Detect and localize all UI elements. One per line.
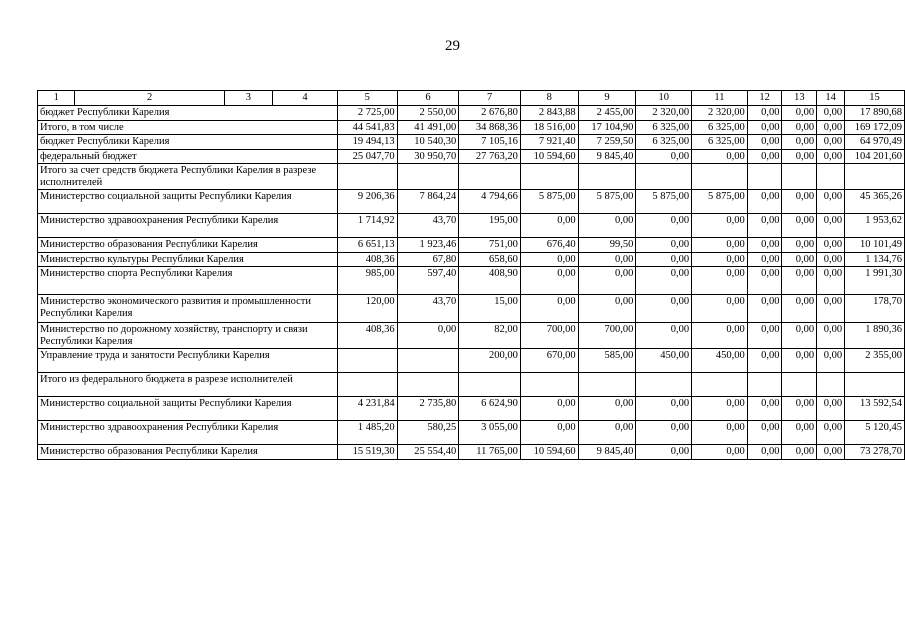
value-cell: 1 134,76 [845, 252, 905, 267]
value-cell: 0,00 [747, 190, 782, 214]
value-cell: 0,00 [817, 323, 845, 349]
value-cell: 0,00 [782, 106, 817, 121]
budget-table [37, 90, 905, 460]
value-cell: 0,00 [817, 397, 845, 421]
value-cell: 2 676,80 [459, 106, 521, 121]
table-row [38, 252, 905, 267]
value-cell: 195,00 [459, 214, 521, 238]
value-cell: 1 923,46 [397, 238, 459, 253]
value-cell: 0,00 [747, 323, 782, 349]
column-header: 5 [337, 91, 397, 106]
value-cell: 0,00 [782, 252, 817, 267]
value-cell: 34 868,36 [459, 120, 521, 135]
value-cell: 408,90 [459, 267, 521, 295]
table-row [38, 135, 905, 150]
value-cell: 2 355,00 [845, 349, 905, 373]
table-row [38, 214, 905, 238]
value-cell: 0,00 [520, 252, 578, 267]
column-header: 9 [578, 91, 636, 106]
value-cell: 700,00 [578, 323, 636, 349]
row-label: Министерство здравоохранения Республики Карелия [38, 214, 338, 238]
value-cell: 178,70 [845, 295, 905, 323]
value-cell: 0,00 [747, 120, 782, 135]
table-row [38, 397, 905, 421]
value-cell: 0,00 [817, 190, 845, 214]
value-cell: 6 325,00 [692, 135, 748, 150]
value-cell: 0,00 [636, 267, 692, 295]
value-cell: 2 320,00 [636, 106, 692, 121]
value-cell: 25 554,40 [397, 445, 459, 460]
value-cell [782, 373, 817, 397]
value-cell: 658,60 [459, 252, 521, 267]
value-cell: 1 714,92 [337, 214, 397, 238]
table-row [38, 445, 905, 460]
value-cell: 120,00 [337, 295, 397, 323]
value-cell [578, 164, 636, 190]
value-cell: 0,00 [817, 295, 845, 323]
value-cell: 1 953,62 [845, 214, 905, 238]
value-cell: 2 455,00 [578, 106, 636, 121]
row-label: бюджет Республики Карелия [38, 106, 338, 121]
value-cell: 0,00 [782, 349, 817, 373]
value-cell: 0,00 [817, 349, 845, 373]
column-header: 1 [38, 91, 75, 106]
value-cell: 10 101,49 [845, 238, 905, 253]
value-cell: 0,00 [692, 252, 748, 267]
value-cell: 0,00 [747, 238, 782, 253]
row-label: Итого из федерального бюджета в разрезе исполнителей [38, 373, 338, 397]
row-label: Министерство образования Республики Карелия [38, 238, 338, 253]
value-cell: 45 365,26 [845, 190, 905, 214]
value-cell: 6 325,00 [692, 120, 748, 135]
row-label: федеральный бюджет [38, 149, 338, 164]
value-cell: 700,00 [520, 323, 578, 349]
value-cell: 0,00 [636, 214, 692, 238]
column-header: 2 [75, 91, 224, 106]
table-row [38, 238, 905, 253]
value-cell: 6 651,13 [337, 238, 397, 253]
column-header: 4 [272, 91, 337, 106]
value-cell: 0,00 [817, 238, 845, 253]
value-cell: 0,00 [578, 252, 636, 267]
value-cell: 43,70 [397, 214, 459, 238]
row-label: Министерство культуры Республики Карелия [38, 252, 338, 267]
value-cell [747, 373, 782, 397]
column-header: 7 [459, 91, 521, 106]
value-cell: 408,36 [337, 323, 397, 349]
value-cell: 0,00 [817, 421, 845, 445]
row-label: Министерство социальной защиты Республики Карелия [38, 397, 338, 421]
value-cell: 43,70 [397, 295, 459, 323]
value-cell: 7 259,50 [578, 135, 636, 150]
value-cell: 0,00 [692, 445, 748, 460]
value-cell: 0,00 [782, 421, 817, 445]
value-cell: 4 794,66 [459, 190, 521, 214]
value-cell: 73 278,70 [845, 445, 905, 460]
value-cell: 0,00 [520, 214, 578, 238]
value-cell: 408,36 [337, 252, 397, 267]
value-cell [636, 373, 692, 397]
value-cell: 200,00 [459, 349, 521, 373]
value-cell: 0,00 [692, 214, 748, 238]
value-cell: 450,00 [636, 349, 692, 373]
value-cell: 2 550,00 [397, 106, 459, 121]
value-cell: 67,80 [397, 252, 459, 267]
value-cell: 0,00 [636, 323, 692, 349]
value-cell [817, 164, 845, 190]
value-cell: 0,00 [782, 397, 817, 421]
value-cell: 450,00 [692, 349, 748, 373]
value-cell [337, 349, 397, 373]
value-cell: 0,00 [636, 252, 692, 267]
column-header: 13 [782, 91, 817, 106]
value-cell: 15 519,30 [337, 445, 397, 460]
value-cell: 0,00 [397, 323, 459, 349]
column-header: 6 [397, 91, 459, 106]
value-cell: 0,00 [578, 397, 636, 421]
value-cell [692, 373, 748, 397]
value-cell: 25 047,70 [337, 149, 397, 164]
value-cell: 99,50 [578, 238, 636, 253]
value-cell [817, 373, 845, 397]
value-cell: 0,00 [636, 397, 692, 421]
value-cell: 0,00 [520, 397, 578, 421]
value-cell: 0,00 [782, 238, 817, 253]
value-cell: 6 325,00 [636, 135, 692, 150]
column-header: 14 [817, 91, 845, 106]
value-cell: 0,00 [692, 149, 748, 164]
value-cell: 580,25 [397, 421, 459, 445]
value-cell [459, 373, 521, 397]
table-row [38, 349, 905, 373]
value-cell: 0,00 [782, 190, 817, 214]
value-cell: 0,00 [817, 106, 845, 121]
table-row [38, 106, 905, 121]
value-cell: 0,00 [692, 323, 748, 349]
value-cell: 0,00 [817, 120, 845, 135]
table-row [38, 267, 905, 295]
value-cell: 10 594,60 [520, 445, 578, 460]
value-cell [782, 164, 817, 190]
row-label: Итого, в том числе [38, 120, 338, 135]
value-cell [747, 164, 782, 190]
value-cell: 0,00 [782, 323, 817, 349]
value-cell: 0,00 [782, 214, 817, 238]
value-cell: 0,00 [636, 238, 692, 253]
value-cell [459, 164, 521, 190]
value-cell: 0,00 [747, 295, 782, 323]
value-cell: 0,00 [578, 214, 636, 238]
value-cell: 5 875,00 [636, 190, 692, 214]
value-cell: 0,00 [636, 149, 692, 164]
value-cell: 0,00 [747, 106, 782, 121]
value-cell: 0,00 [782, 295, 817, 323]
value-cell: 0,00 [782, 445, 817, 460]
value-cell: 10 540,30 [397, 135, 459, 150]
value-cell: 44 541,83 [337, 120, 397, 135]
value-cell: 2 725,00 [337, 106, 397, 121]
value-cell: 15,00 [459, 295, 521, 323]
value-cell: 41 491,00 [397, 120, 459, 135]
value-cell [520, 164, 578, 190]
table-row [38, 323, 905, 349]
value-cell: 0,00 [578, 295, 636, 323]
value-cell [337, 164, 397, 190]
value-cell: 6 624,90 [459, 397, 521, 421]
column-header: 3 [224, 91, 272, 106]
value-cell: 0,00 [692, 238, 748, 253]
value-cell: 0,00 [817, 135, 845, 150]
row-label: Министерство по дорожному хозяйству, транспорту и связи Республики Карелия [38, 323, 338, 349]
value-cell: 0,00 [817, 267, 845, 295]
row-label: бюджет Республики Карелия [38, 135, 338, 150]
column-header: 8 [520, 91, 578, 106]
value-cell [520, 373, 578, 397]
value-cell: 0,00 [747, 421, 782, 445]
row-label: Итого за счет средств бюджета Республики Карелия в разрезе исполнителей [38, 164, 338, 190]
value-cell: 11 765,00 [459, 445, 521, 460]
value-cell: 2 735,80 [397, 397, 459, 421]
value-cell: 751,00 [459, 238, 521, 253]
value-cell: 104 201,60 [845, 149, 905, 164]
row-label: Министерство образования Республики Карелия [38, 445, 338, 460]
value-cell: 7 105,16 [459, 135, 521, 150]
value-cell [636, 164, 692, 190]
header-row [38, 91, 905, 106]
row-label: Министерство экономического развития и промышленности Республики Карелия [38, 295, 338, 323]
table-row [38, 295, 905, 323]
value-cell: 0,00 [692, 421, 748, 445]
value-cell: 6 325,00 [636, 120, 692, 135]
page-number: 29 [445, 38, 460, 54]
table-row [38, 149, 905, 164]
row-label: Министерство социальной защиты Республики Карелия [38, 190, 338, 214]
value-cell: 9 206,36 [337, 190, 397, 214]
value-cell: 0,00 [520, 267, 578, 295]
table-row [38, 373, 905, 397]
column-header: 11 [692, 91, 748, 106]
value-cell: 19 494,13 [337, 135, 397, 150]
column-header: 12 [747, 91, 782, 106]
value-cell: 0,00 [782, 120, 817, 135]
value-cell: 0,00 [817, 214, 845, 238]
row-label: Министерство здравоохранения Республики Карелия [38, 421, 338, 445]
value-cell [845, 373, 905, 397]
value-cell: 585,00 [578, 349, 636, 373]
value-cell: 1 890,36 [845, 323, 905, 349]
value-cell: 18 516,00 [520, 120, 578, 135]
value-cell: 4 231,84 [337, 397, 397, 421]
value-cell: 169 172,09 [845, 120, 905, 135]
value-cell: 0,00 [817, 252, 845, 267]
value-cell: 0,00 [747, 397, 782, 421]
value-cell: 1 991,30 [845, 267, 905, 295]
value-cell: 0,00 [636, 445, 692, 460]
value-cell: 27 763,20 [459, 149, 521, 164]
value-cell: 0,00 [692, 267, 748, 295]
value-cell: 0,00 [747, 252, 782, 267]
table-row [38, 164, 905, 190]
column-header: 15 [845, 91, 905, 106]
value-cell: 5 120,45 [845, 421, 905, 445]
value-cell: 7 864,24 [397, 190, 459, 214]
value-cell: 0,00 [817, 445, 845, 460]
value-cell: 985,00 [337, 267, 397, 295]
value-cell [845, 164, 905, 190]
value-cell: 0,00 [817, 149, 845, 164]
value-cell: 0,00 [747, 214, 782, 238]
value-cell: 0,00 [747, 349, 782, 373]
value-cell [692, 164, 748, 190]
value-cell: 30 950,70 [397, 149, 459, 164]
value-cell: 17 890,68 [845, 106, 905, 121]
row-label: Министерство спорта Республики Карелия [38, 267, 338, 295]
value-cell: 0,00 [692, 397, 748, 421]
table-row [38, 421, 905, 445]
value-cell: 0,00 [578, 267, 636, 295]
value-cell: 2 843,88 [520, 106, 578, 121]
value-cell: 670,00 [520, 349, 578, 373]
value-cell: 0,00 [747, 445, 782, 460]
value-cell [337, 373, 397, 397]
value-cell: 1 485,20 [337, 421, 397, 445]
value-cell: 0,00 [520, 421, 578, 445]
value-cell: 7 921,40 [520, 135, 578, 150]
value-cell: 10 594,60 [520, 149, 578, 164]
value-cell: 17 104,90 [578, 120, 636, 135]
value-cell: 0,00 [636, 295, 692, 323]
value-cell: 9 845,40 [578, 445, 636, 460]
value-cell [397, 164, 459, 190]
table-row [38, 120, 905, 135]
table-row [38, 190, 905, 214]
value-cell: 0,00 [692, 295, 748, 323]
value-cell: 0,00 [747, 135, 782, 150]
value-cell: 9 845,40 [578, 149, 636, 164]
value-cell: 0,00 [520, 295, 578, 323]
value-cell: 13 592,54 [845, 397, 905, 421]
value-cell: 5 875,00 [578, 190, 636, 214]
value-cell: 0,00 [782, 267, 817, 295]
value-cell [397, 349, 459, 373]
value-cell: 3 055,00 [459, 421, 521, 445]
value-cell: 0,00 [747, 267, 782, 295]
value-cell [578, 373, 636, 397]
value-cell: 5 875,00 [520, 190, 578, 214]
value-cell: 0,00 [782, 135, 817, 150]
value-cell: 5 875,00 [692, 190, 748, 214]
value-cell: 64 970,49 [845, 135, 905, 150]
value-cell [397, 373, 459, 397]
row-label: Управление труда и занятости Республики Карелия [38, 349, 338, 373]
value-cell: 2 320,00 [692, 106, 748, 121]
value-cell: 0,00 [782, 149, 817, 164]
column-header: 10 [636, 91, 692, 106]
value-cell: 676,40 [520, 238, 578, 253]
value-cell: 597,40 [397, 267, 459, 295]
value-cell: 0,00 [578, 421, 636, 445]
value-cell: 0,00 [747, 149, 782, 164]
value-cell: 82,00 [459, 323, 521, 349]
value-cell: 0,00 [636, 421, 692, 445]
